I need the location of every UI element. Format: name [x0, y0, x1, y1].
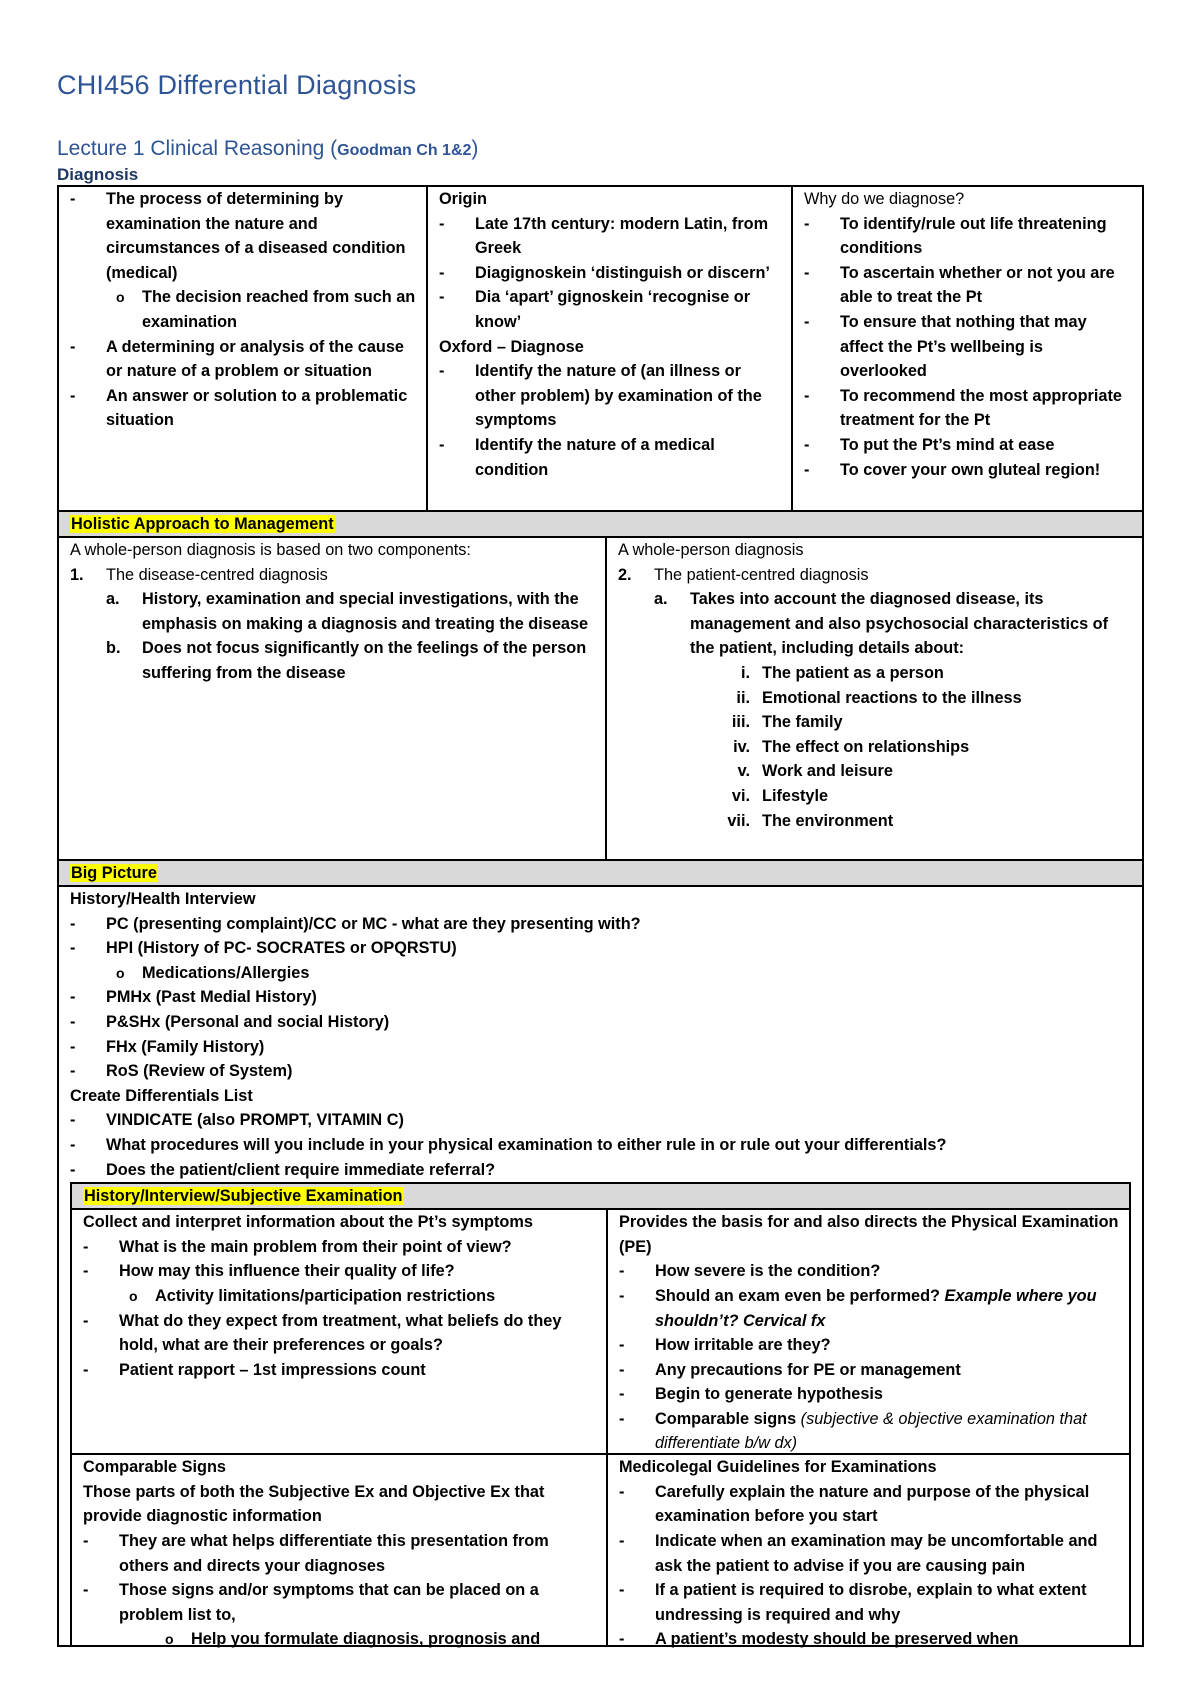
big-picture-section — [59, 887, 1142, 1647]
comparable-row — [72, 1455, 1129, 1649]
list-item: - What is the main problem from their point of view? — [47, 1235, 598, 1260]
holistic-right-intro: A whole-person diagnosis — [618, 541, 804, 559]
medicolegal-heading: Medicolegal Guidelines for Examinations — [619, 1458, 937, 1477]
diagnosis-why-cell — [791, 187, 1142, 510]
list-item: - How severe is the condition? — [583, 1259, 1121, 1284]
list-item: - Comparable signs (subjective & objective examination that differentiate b/w dx) — [583, 1407, 1121, 1456]
list-item: - Does the patient/client require immediate referral? — [34, 1158, 1134, 1183]
list-item: o The decision reached from such an examination — [70, 285, 418, 334]
lecture-heading — [57, 137, 1144, 161]
disease-centred-heading: The disease-centred diagnosis — [106, 565, 328, 584]
big-picture-band — [59, 861, 1142, 887]
list-item: - To ascertain whether or not you are able to treat the Pt — [768, 261, 1134, 310]
list-item: - What procedures will you include in your physical examination to either rule in or rule out your differentials? — [34, 1133, 1134, 1158]
list-item: - Patient rapport – 1st impressions count — [47, 1358, 598, 1383]
list-item: ii. Emotional reactions to the illness — [736, 688, 1022, 707]
medicolegal-cell — [606, 1455, 1129, 1649]
list-item: a. History, examination and special investigations, with the emphasis on making a diagnosis and treating the disease — [106, 590, 589, 633]
list-item: vii. The environment — [727, 811, 894, 830]
list-item: - A patient’s modesty should be preserved when — [583, 1627, 1121, 1652]
list-item: - They are what helps differentiate this presentation from others and directs your diagnoses — [47, 1529, 598, 1578]
provides-heading: Provides the basis for and also directs the Physical Examination (PE) — [619, 1213, 1119, 1256]
list-item: - To identify/rule out life threatening conditions — [768, 212, 1134, 261]
list-item: - Those signs and/or symptoms that can be placed on a problem list to, — [47, 1578, 598, 1627]
list-item: - Identify the nature of a medical condition — [403, 433, 783, 482]
list-item: - FHx (Family History) — [34, 1035, 1134, 1060]
document-title: CHI456 Differential Diagnosis — [57, 70, 417, 100]
list-item: - To recommend the most appropriate treatment for the Pt — [768, 384, 1134, 433]
list-item: vi. Lifestyle — [731, 786, 829, 805]
list-item: - How irritable are they? — [583, 1333, 1121, 1358]
section-diagnosis-label: Diagnosis — [57, 165, 139, 184]
disease-centred-cell — [59, 538, 605, 859]
list-item: 2. The patient-centred diagnosis — [618, 565, 869, 584]
list-item: - Begin to generate hypothesis — [583, 1382, 1121, 1407]
list-item: iii. The family — [731, 713, 843, 732]
list-item: - To cover your own gluteal region! — [768, 458, 1134, 483]
subjective-wrap — [59, 1182, 1142, 1649]
notes-table — [57, 185, 1144, 1647]
lecture-source: Goodman Ch 1&2 — [337, 142, 472, 159]
list-item: a. Takes into account the diagnosed disease, its management and also psychosocial characteristics of the patient, including details about: — [654, 590, 1109, 658]
differentials-label: Create Differentials List — [70, 1086, 253, 1105]
list-item: - The process of determining by examination the nature and circumstances of a diseased condition (medical) — [34, 187, 418, 285]
list-item: b. Does not focus significantly on the feelings of the person suffering from the disease — [106, 639, 587, 682]
oxford-label: Oxford – Diagnose — [439, 337, 584, 356]
list-item: o Medications/Allergies — [70, 961, 1134, 986]
holistic-row — [59, 538, 1142, 861]
diagnosis-row — [59, 187, 1142, 512]
list-item: - P&SHx (Personal and social History) — [34, 1010, 1134, 1035]
holistic-heading: Holistic Approach to Management — [71, 515, 334, 533]
list-item: - Carefully explain the nature and purpose of the physical examination before you start — [583, 1480, 1121, 1529]
comparable-heading: Comparable Signs — [83, 1458, 226, 1477]
subjective-heading: History/Interview/Subjective Examination — [84, 1187, 403, 1206]
list-item: - Late 17th century: modern Latin, from Greek — [403, 212, 783, 261]
list-item: - PC (presenting complaint)/CC or MC - what are they presenting with? — [34, 912, 1134, 937]
list-item: i. The patient as a person — [740, 663, 944, 682]
list-item: - An answer or solution to a problematic situation — [34, 384, 418, 433]
history-label: History/Health Interview — [70, 890, 256, 908]
why-heading: Why do we diagnose? — [804, 190, 965, 208]
list-item: - To ensure that nothing that may affect the Pt’s wellbeing is overlooked — [768, 310, 1134, 384]
list-item: - HPI (History of PC- SOCRATES or OPQRSTU) — [34, 936, 1134, 961]
lecture-title: Lecture 1 Clinical Reasoning ( — [57, 137, 338, 160]
origin-label: Origin — [439, 190, 487, 208]
subjective-band — [72, 1184, 1129, 1210]
big-picture-heading: Big Picture — [71, 864, 157, 882]
list-item: - A determining or analysis of the cause or nature of a problem or situation — [34, 335, 418, 384]
list-item: - Diagignoskein ‘distinguish or discern’ — [403, 261, 783, 286]
comparable-intro: Those parts of both the Subjective Ex and Objective Ex that provide diagnostic information — [83, 1482, 545, 1526]
list-item: v. Work and leisure — [737, 762, 893, 781]
lecture-close: ) — [471, 137, 479, 160]
list-item: - To put the Pt’s mind at ease — [768, 433, 1134, 458]
collect-heading: Collect and interpret information about the Pt’s symptoms — [83, 1213, 533, 1232]
list-item: 1. The disease-centred diagnosis — [70, 565, 328, 584]
holistic-band — [59, 512, 1142, 538]
list-item: - Any precautions for PE or management — [583, 1358, 1121, 1383]
patient-centred-heading: The patient-centred diagnosis — [654, 565, 869, 584]
subjective-table — [70, 1182, 1131, 1649]
list-item: - RoS (Review of System) — [34, 1059, 1134, 1084]
patient-centred-cell — [605, 538, 1142, 859]
diagnosis-definition-cell — [59, 187, 426, 510]
list-item: iv. The effect on relationships — [733, 737, 970, 756]
list-item: o Activity limitations/participation restrictions — [83, 1284, 598, 1309]
list-item: o Help you formulate diagnosis, prognosis and — [119, 1627, 598, 1652]
list-item: - What do they expect from treatment, what beliefs do they hold, what are their preferences or goals? — [47, 1309, 598, 1358]
list-item: - Identify the nature of (an illness or other problem) by examination of the symptoms — [403, 359, 783, 433]
list-item: - Indicate when an examination may be uncomfortable and ask the patient to advise if you are causing pain — [583, 1529, 1121, 1578]
list-item: - Dia ‘apart’ gignoskein ‘recognise or know’ — [403, 285, 783, 334]
comparable-signs-cell — [72, 1455, 606, 1649]
diagnosis-origin-cell — [426, 187, 791, 510]
provides-basis-cell — [606, 1210, 1129, 1453]
subjective-row — [72, 1210, 1129, 1455]
list-item: - If a patient is required to disrobe, explain to what extent undressing is required and why — [583, 1578, 1121, 1627]
collect-info-cell — [72, 1210, 606, 1453]
list-item: - Should an exam even be performed? Example where you shouldn’t? Cervical fx — [583, 1284, 1121, 1333]
list-item: - VINDICATE (also PROMPT, VITAMIN C) — [34, 1108, 1134, 1133]
list-item: - PMHx (Past Medial History) — [34, 985, 1134, 1010]
holistic-left-intro: A whole-person diagnosis is based on two components: — [70, 541, 471, 559]
list-item: - How may this influence their quality of life? — [47, 1259, 598, 1284]
